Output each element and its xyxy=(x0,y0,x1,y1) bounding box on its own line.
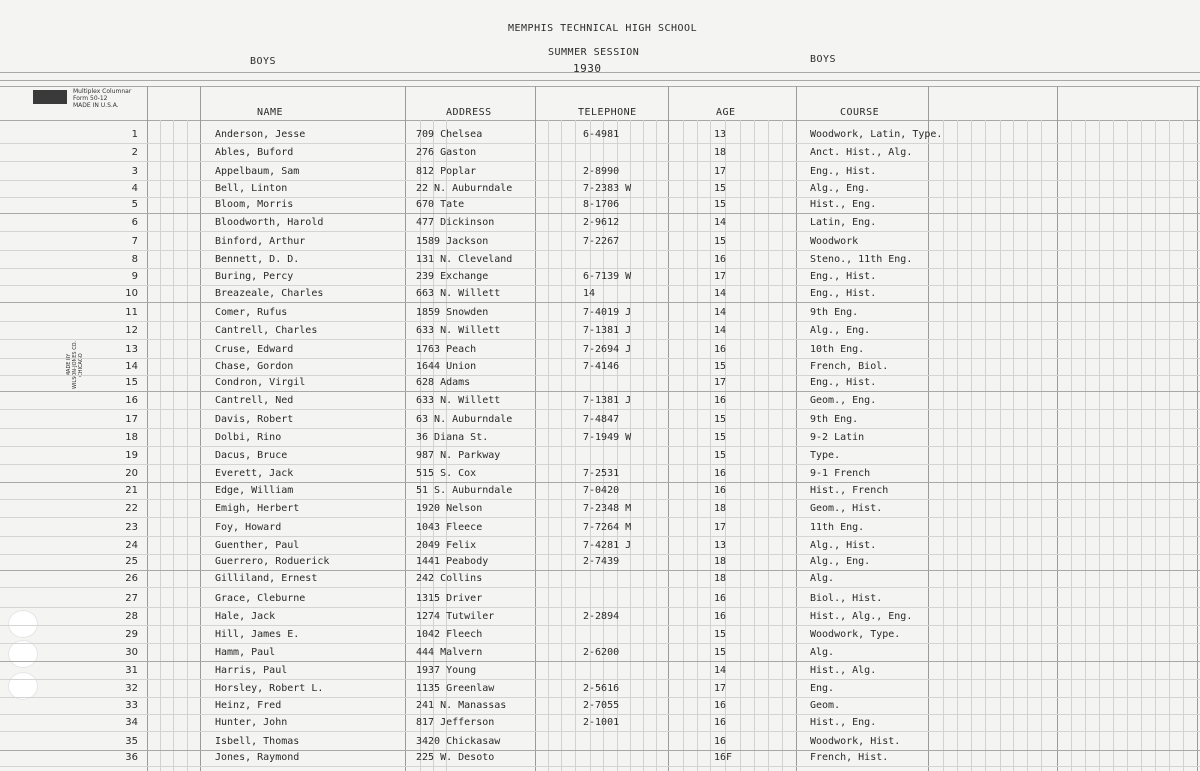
table-row xyxy=(0,570,1200,587)
student-name: Dacus, Bruce xyxy=(215,450,288,461)
row-rule xyxy=(0,302,1200,303)
student-age: 15 xyxy=(714,236,727,247)
student-age: 18 xyxy=(714,147,727,158)
table-row xyxy=(0,590,1200,607)
student-course: 11th Eng. xyxy=(810,522,865,533)
form-stamp-text xyxy=(73,88,131,109)
student-telephone: 7-1949 W xyxy=(583,432,632,443)
student-address: 633 N. Willett xyxy=(416,325,501,336)
student-course: Alg., Eng. xyxy=(810,556,871,567)
student-telephone: 2-5616 xyxy=(583,683,620,694)
student-name: Heinz, Fred xyxy=(215,700,282,711)
student-address: 1441 Peabody xyxy=(416,556,489,567)
student-address: 1859 Snowden xyxy=(416,307,489,318)
row-number: 12 xyxy=(125,325,138,336)
student-course: Type. xyxy=(810,450,841,461)
student-address: 633 N. Willett xyxy=(416,395,501,406)
column-header-name: NAME xyxy=(257,107,284,118)
student-name: Bloom, Morris xyxy=(215,199,294,210)
student-telephone: 2-2894 xyxy=(583,611,620,622)
table-row xyxy=(0,214,1200,231)
maker-mark-line2: WILSON-JONES CO. xyxy=(72,340,78,390)
student-course: Alg., Hist. xyxy=(810,540,877,551)
student-telephone: 2-6200 xyxy=(583,647,620,658)
student-telephone: 2-9612 xyxy=(583,217,620,228)
row-number: 30 xyxy=(125,647,138,658)
table-row xyxy=(0,714,1200,731)
row-number: 28 xyxy=(125,611,138,622)
row-rule xyxy=(0,517,1200,518)
student-course: Alg. xyxy=(810,573,835,584)
student-course: French, Biol. xyxy=(810,361,889,372)
school-title: MEMPHIS TECHNICAL HIGH SCHOOL xyxy=(508,23,698,34)
row-number: 15 xyxy=(125,377,138,388)
student-age: 16F xyxy=(714,752,733,763)
student-name: Hale, Jack xyxy=(215,611,276,622)
column-header-telephone: TELEPHONE xyxy=(578,107,637,118)
student-name: Hamm, Paul xyxy=(215,647,276,658)
student-course: Eng., Hist. xyxy=(810,377,877,388)
student-address: 670 Tate xyxy=(416,199,465,210)
student-age: 14 xyxy=(714,307,727,318)
student-age: 15 xyxy=(714,432,727,443)
student-name: Guerrero, Roduerick xyxy=(215,556,330,567)
header-bottom-rule xyxy=(0,120,1200,121)
student-course: Hist., Eng. xyxy=(810,717,877,728)
table-row xyxy=(0,733,1200,750)
student-telephone: 7-2694 J xyxy=(583,344,632,355)
student-course: Eng., Hist. xyxy=(810,271,877,282)
student-name: Binford, Arthur xyxy=(215,236,306,247)
column-header-age: AGE xyxy=(716,107,736,118)
student-address: 1135 Greenlaw xyxy=(416,683,495,694)
student-course: Eng., Hist. xyxy=(810,288,877,299)
table-row xyxy=(0,126,1200,143)
table-row xyxy=(0,304,1200,321)
student-age: 15 xyxy=(714,361,727,372)
student-age: 13 xyxy=(714,540,727,551)
student-course: Eng., Hist. xyxy=(810,166,877,177)
table-row xyxy=(0,465,1200,482)
student-course: Hist., Alg. xyxy=(810,665,877,676)
student-name: Guenther, Paul xyxy=(215,540,300,551)
row-number: 10 xyxy=(125,288,138,299)
student-age: 14 xyxy=(714,665,727,676)
student-age: 15 xyxy=(714,199,727,210)
student-age: 15 xyxy=(714,414,727,425)
student-address: 1043 Fleece xyxy=(416,522,483,533)
table-row xyxy=(0,447,1200,464)
row-number: 4 xyxy=(131,183,138,194)
form-stamp xyxy=(33,88,145,110)
student-course: French, Hist. xyxy=(810,752,889,763)
boys-label-right: BOYS xyxy=(810,54,837,65)
student-age: 17 xyxy=(714,166,727,177)
row-rule xyxy=(0,766,1200,767)
student-address: 1937 Young xyxy=(416,665,477,676)
student-course: Woodwork, Type. xyxy=(810,629,901,640)
student-course: Hist., Eng. xyxy=(810,199,877,210)
student-course: Latin, Eng. xyxy=(810,217,877,228)
student-age: 17 xyxy=(714,522,727,533)
student-address: 1589 Jackson xyxy=(416,236,489,247)
table-row xyxy=(0,144,1200,161)
student-name: Foy, Howard xyxy=(215,522,282,533)
student-telephone: 7-4281 J xyxy=(583,540,632,551)
student-name: Horsley, Robert L. xyxy=(215,683,324,694)
student-course: Alg., Eng. xyxy=(810,325,871,336)
maker-mark-line3: CHICAGO xyxy=(78,353,84,377)
student-telephone: 2-7055 xyxy=(583,700,620,711)
row-number: 21 xyxy=(125,485,138,496)
student-name: Bennett, D. D. xyxy=(215,254,300,265)
maker-mark-line1: MADE BY xyxy=(66,353,72,377)
table-row xyxy=(0,322,1200,339)
form-stamp-line3: MADE IN U.S.A. xyxy=(73,102,119,109)
session-year: 1930 xyxy=(573,62,602,75)
student-age: 16 xyxy=(714,717,727,728)
student-telephone: 8-1706 xyxy=(583,199,620,210)
student-telephone: 7-4019 J xyxy=(583,307,632,318)
row-number: 29 xyxy=(125,629,138,640)
boys-label-left: BOYS xyxy=(250,56,277,67)
row-number: 24 xyxy=(125,540,138,551)
student-age: 15 xyxy=(714,183,727,194)
row-rule xyxy=(0,409,1200,410)
student-telephone: 14 xyxy=(583,288,596,299)
student-age: 13 xyxy=(714,129,727,140)
table-row xyxy=(0,680,1200,697)
row-number: 16 xyxy=(125,395,138,406)
row-number: 20 xyxy=(125,468,138,479)
table-row xyxy=(0,500,1200,517)
row-number: 27 xyxy=(125,593,138,604)
student-telephone: 6-4981 xyxy=(583,129,620,140)
student-address: 131 N. Cleveland xyxy=(416,254,513,265)
table-row xyxy=(0,749,1200,766)
student-address: 239 Exchange xyxy=(416,271,489,282)
student-age: 18 xyxy=(714,503,727,514)
student-name: Hunter, John xyxy=(215,717,288,728)
student-telephone: 7-2267 xyxy=(583,236,620,247)
student-name: Buring, Percy xyxy=(215,271,294,282)
student-age: 16 xyxy=(714,485,727,496)
row-number: 13 xyxy=(125,344,138,355)
student-course: 10th Eng. xyxy=(810,344,865,355)
student-name: Breazeale, Charles xyxy=(215,288,324,299)
form-stamp-line1: Multiplex Columnar xyxy=(73,88,132,95)
student-course: Geom., Hist. xyxy=(810,503,883,514)
student-course: Eng. xyxy=(810,683,835,694)
student-age: 15 xyxy=(714,450,727,461)
student-course: 9-1 French xyxy=(810,468,871,479)
student-age: 14 xyxy=(714,288,727,299)
student-age: 16 xyxy=(714,395,727,406)
student-course: Geom. xyxy=(810,700,841,711)
student-address: 36 Diana St. xyxy=(416,432,489,443)
student-address: 444 Malvern xyxy=(416,647,483,658)
row-number: 11 xyxy=(125,307,138,318)
table-row xyxy=(0,519,1200,536)
student-age: 14 xyxy=(714,325,727,336)
student-address: 987 N. Parkway xyxy=(416,450,501,461)
student-age: 16 xyxy=(714,736,727,747)
row-rule xyxy=(0,161,1200,162)
row-rule xyxy=(0,231,1200,232)
student-telephone: 7-4146 xyxy=(583,361,620,372)
table-row xyxy=(0,697,1200,714)
student-address: 663 N. Willett xyxy=(416,288,501,299)
table-row xyxy=(0,608,1200,625)
student-age: 14 xyxy=(714,217,727,228)
student-address: 1763 Peach xyxy=(416,344,477,355)
top-rule-double xyxy=(0,80,1200,81)
student-name: Condron, Virgil xyxy=(215,377,306,388)
student-name: Gilliland, Ernest xyxy=(215,573,318,584)
student-address: 1274 Tutwiler xyxy=(416,611,495,622)
header-top-rule xyxy=(0,86,1200,87)
student-address: 276 Gaston xyxy=(416,147,477,158)
student-address: 2049 Felix xyxy=(416,540,477,551)
table-row xyxy=(0,374,1200,391)
row-number: 33 xyxy=(125,700,138,711)
student-course: 9th Eng. xyxy=(810,307,859,318)
student-address: 1042 Fleech xyxy=(416,629,483,640)
student-name: Cantrell, Charles xyxy=(215,325,318,336)
row-number: 36 xyxy=(125,752,138,763)
student-address: 1644 Union xyxy=(416,361,477,372)
student-address: 515 S. Cox xyxy=(416,468,477,479)
student-course: Alg., Eng. xyxy=(810,183,871,194)
session-title: SUMMER SESSION xyxy=(548,47,640,58)
student-telephone: 7-1381 J xyxy=(583,325,632,336)
row-number: 3 xyxy=(131,166,138,177)
student-name: Edge, William xyxy=(215,485,294,496)
student-age: 18 xyxy=(714,573,727,584)
row-number: 8 xyxy=(131,254,138,265)
student-name: Dolbi, Rino xyxy=(215,432,282,443)
row-rule xyxy=(0,587,1200,588)
student-age: 15 xyxy=(714,629,727,640)
student-address: 63 N. Auburndale xyxy=(416,414,513,425)
student-age: 18 xyxy=(714,556,727,567)
student-age: 16 xyxy=(714,254,727,265)
student-telephone: 2-8990 xyxy=(583,166,620,177)
student-name: Davis, Robert xyxy=(215,414,294,425)
student-telephone: 7-0420 xyxy=(583,485,620,496)
column-header-course: COURSE xyxy=(840,107,880,118)
student-name: Emigh, Herbert xyxy=(215,503,300,514)
row-rule xyxy=(0,339,1200,340)
student-age: 16 xyxy=(714,700,727,711)
student-name: Harris, Paul xyxy=(215,665,288,676)
student-name: Everett, Jack xyxy=(215,468,294,479)
student-address: 1315 Driver xyxy=(416,593,483,604)
student-name: Cruse, Edward xyxy=(215,344,294,355)
table-row xyxy=(0,553,1200,570)
table-row xyxy=(0,251,1200,268)
row-number: 23 xyxy=(125,522,138,533)
student-telephone: 7-2531 xyxy=(583,468,620,479)
row-number: 18 xyxy=(125,432,138,443)
student-name: Cantrell, Ned xyxy=(215,395,294,406)
student-address: 241 N. Manassas xyxy=(416,700,507,711)
student-telephone: 7-2383 W xyxy=(583,183,632,194)
row-number: 2 xyxy=(131,147,138,158)
table-row xyxy=(0,662,1200,679)
student-telephone: 2-7439 xyxy=(583,556,620,567)
student-age: 16 xyxy=(714,593,727,604)
table-row xyxy=(0,341,1200,358)
table-row xyxy=(0,482,1200,499)
table-row xyxy=(0,285,1200,302)
table-row xyxy=(0,537,1200,554)
row-number: 32 xyxy=(125,683,138,694)
student-telephone: 7-7264 M xyxy=(583,522,632,533)
student-address: 225 W. Desoto xyxy=(416,752,495,763)
student-address: 477 Dickinson xyxy=(416,217,495,228)
table-row xyxy=(0,180,1200,197)
student-course: Hist., Alg., Eng. xyxy=(810,611,913,622)
student-course: Geom., Eng. xyxy=(810,395,877,406)
table-row xyxy=(0,392,1200,409)
student-course: Steno., 11th Eng. xyxy=(810,254,913,265)
student-age: 17 xyxy=(714,271,727,282)
student-course: Hist., French xyxy=(810,485,889,496)
row-number: 34 xyxy=(125,717,138,728)
student-address: 242 Collins xyxy=(416,573,483,584)
column-header-address: ADDRESS xyxy=(446,107,492,118)
row-number: 9 xyxy=(131,271,138,282)
student-address: 812 Poplar xyxy=(416,166,477,177)
row-number: 35 xyxy=(125,736,138,747)
student-name: Anderson, Jesse xyxy=(215,129,306,140)
student-address: 22 N. Auburndale xyxy=(416,183,513,194)
table-row xyxy=(0,411,1200,428)
student-name: Grace, Cleburne xyxy=(215,593,306,604)
row-number: 31 xyxy=(125,665,138,676)
table-row xyxy=(0,644,1200,661)
student-address: 1920 Nelson xyxy=(416,503,483,514)
table-row xyxy=(0,626,1200,643)
student-course: Woodwork, Hist. xyxy=(810,736,901,747)
student-course: 9-2 Latin xyxy=(810,432,865,443)
student-name: Bell, Linton xyxy=(215,183,288,194)
student-name: Comer, Rufus xyxy=(215,307,288,318)
table-row xyxy=(0,233,1200,250)
student-address: 628 Adams xyxy=(416,377,471,388)
student-name: Appelbaum, Sam xyxy=(215,166,300,177)
student-telephone: 2-1001 xyxy=(583,717,620,728)
top-rule xyxy=(0,72,1200,73)
student-course: Anct. Hist., Alg. xyxy=(810,147,913,158)
student-telephone: 7-1381 J xyxy=(583,395,632,406)
wilson-jones-logo-icon xyxy=(33,90,67,104)
student-age: 17 xyxy=(714,377,727,388)
table-row xyxy=(0,163,1200,180)
student-course: Alg. xyxy=(810,647,835,658)
student-course: Woodwork, Latin, Type. xyxy=(810,129,943,140)
row-number: 19 xyxy=(125,450,138,461)
student-age: 16 xyxy=(714,468,727,479)
form-stamp-line2: Form 50-12 xyxy=(73,95,108,102)
row-number: 22 xyxy=(125,503,138,514)
student-course: 9th Eng. xyxy=(810,414,859,425)
student-name: Isbell, Thomas xyxy=(215,736,300,747)
table-row xyxy=(0,358,1200,375)
table-row xyxy=(0,268,1200,285)
student-telephone: 6-7139 W xyxy=(583,271,632,282)
student-address: 3420 Chickasaw xyxy=(416,736,501,747)
student-age: 16 xyxy=(714,344,727,355)
row-number: 14 xyxy=(125,361,138,372)
row-number: 5 xyxy=(131,199,138,210)
student-address: 709 Chelsea xyxy=(416,129,483,140)
row-number: 1 xyxy=(131,129,138,140)
row-number: 26 xyxy=(125,573,138,584)
row-number: 7 xyxy=(131,236,138,247)
row-number: 25 xyxy=(125,556,138,567)
student-age: 17 xyxy=(714,683,727,694)
student-name: Hill, James E. xyxy=(215,629,300,640)
student-address: 817 Jefferson xyxy=(416,717,495,728)
student-address: 51 S. Auburndale xyxy=(416,485,513,496)
table-row xyxy=(0,196,1200,213)
student-name: Bloodworth, Harold xyxy=(215,217,324,228)
student-age: 15 xyxy=(714,647,727,658)
student-age: 16 xyxy=(714,611,727,622)
table-row xyxy=(0,429,1200,446)
student-telephone: 7-2348 M xyxy=(583,503,632,514)
row-number: 6 xyxy=(131,217,138,228)
student-name: Jones, Raymond xyxy=(215,752,300,763)
student-course: Biol., Hist. xyxy=(810,593,883,604)
student-course: Woodwork xyxy=(810,236,859,247)
student-name: Chase, Gordon xyxy=(215,361,294,372)
row-rule xyxy=(0,731,1200,732)
student-telephone: 7-4847 xyxy=(583,414,620,425)
row-number: 17 xyxy=(125,414,138,425)
student-name: Ables, Buford xyxy=(215,147,294,158)
